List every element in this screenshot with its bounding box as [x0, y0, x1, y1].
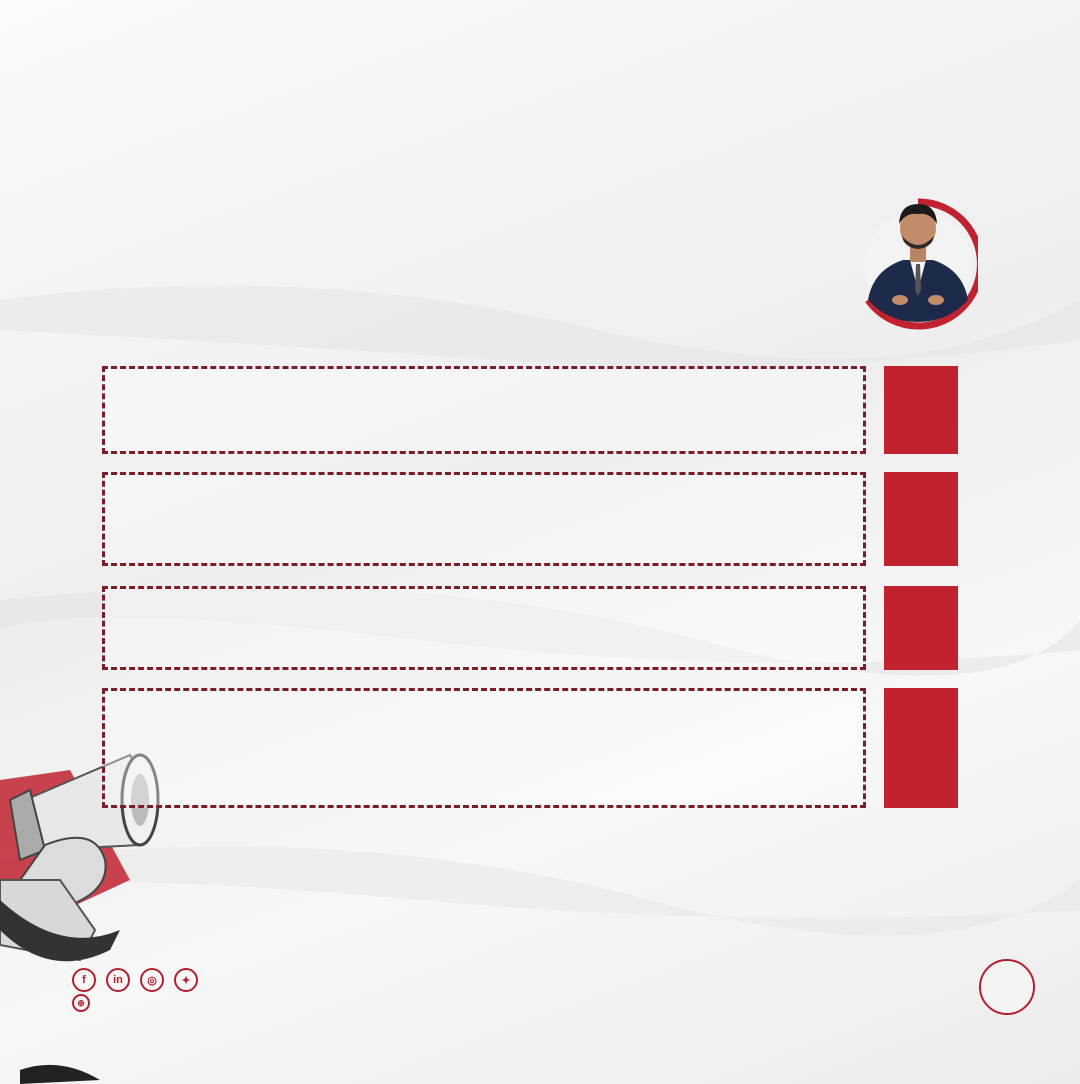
globe-icon: ⊕: [72, 994, 90, 1012]
item-dashed-box: [102, 472, 866, 566]
item-dashed-box: [102, 688, 866, 808]
social-links: [72, 968, 214, 992]
item-number-badge: [884, 586, 958, 670]
website-link[interactable]: [72, 994, 96, 1012]
linkedin-icon[interactable]: in: [106, 968, 130, 992]
item-dashed-box: [102, 366, 866, 454]
item-number-badge: [884, 366, 958, 454]
brand-logo: [978, 958, 1036, 1016]
presenter-avatar: [858, 190, 978, 330]
instagram-icon[interactable]: ◎: [140, 968, 164, 992]
twitter-icon[interactable]: ✦: [174, 968, 198, 992]
item-number-badge: [884, 472, 958, 566]
brand-block: [770, 958, 970, 960]
facebook-icon[interactable]: f: [72, 968, 96, 992]
item-dashed-box: [102, 586, 866, 670]
item-number-badge: [884, 688, 958, 808]
